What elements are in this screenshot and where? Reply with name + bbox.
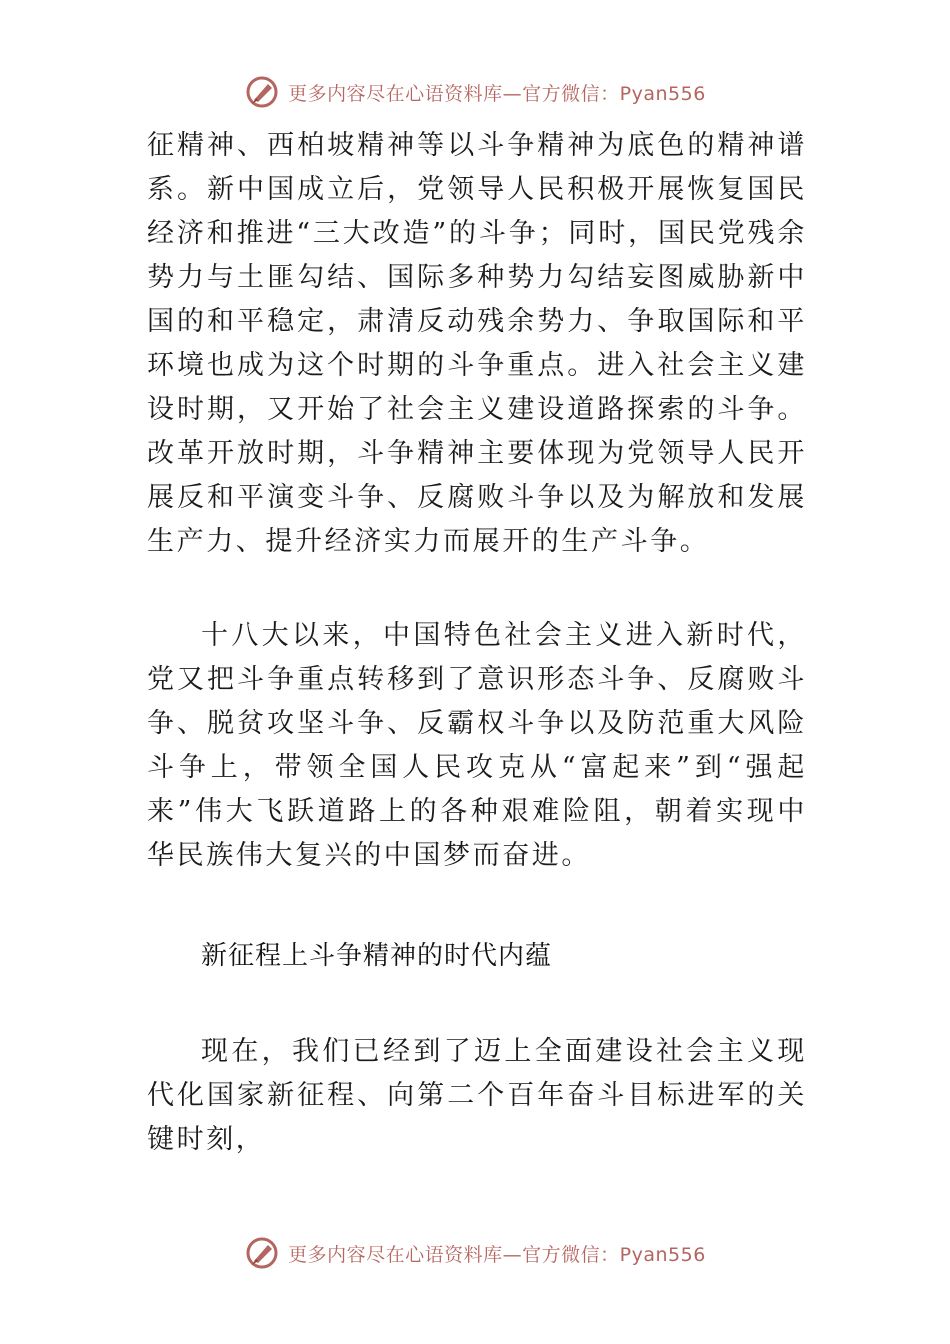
footer-watermark (0, 1233, 950, 1273)
document-body (147, 124, 807, 1162)
footer-watermark-text: 更多内容尽在心语资料库—官方微信：Pyan556 (288, 1243, 706, 1266)
pen-logo-icon (244, 1235, 280, 1271)
paragraph-2: 十八大以来，中国特色社会主义进入新时代，党又把斗争重点转移到了意识形态斗争、反腐败斗争、脱贫攻坚斗争、反霸权斗争以及防范重大风险斗争上，带领全国人民攻克从“富起来”到“强起来”伟大飞跃道路上的各种艰难险阻，朝着实现中华民族伟大复兴的中国梦而奋进。 (147, 620, 807, 871)
paragraph-3: 现在，我们已经到了迈上全面建设社会主义现代化国家新征程、向第二个百年奋斗目标进军的关键时刻， (147, 1036, 807, 1155)
header-watermark (0, 72, 950, 112)
pen-logo-icon (244, 74, 280, 110)
section-heading: 新征程上斗争精神的时代内蕴 (201, 941, 553, 971)
header-watermark-text: 更多内容尽在心语资料库—官方微信：Pyan556 (288, 82, 706, 105)
paragraph-1: 征精神、西柏坡精神等以斗争精神为底色的精神谱系。新中国成立后，党领导人民积极开展恢复国民经济和推进“三大改造”的斗争；同时，国民党残余势力与土匪勾结、国际多种势力勾结妄图威胁新中国的和平稳定，肃清反动残余势力、争取国际和平环境也成为这个时期的斗争重点。进入社会主义建设时期，又开始了社会主义建设道路探索的斗争。改革开放时期，斗争精神主要体现为党领导人民开展反和平演变斗争、反腐败斗争以及为解放和发展生产力、提升经济实力而展开的生产斗争。 (147, 130, 807, 557)
